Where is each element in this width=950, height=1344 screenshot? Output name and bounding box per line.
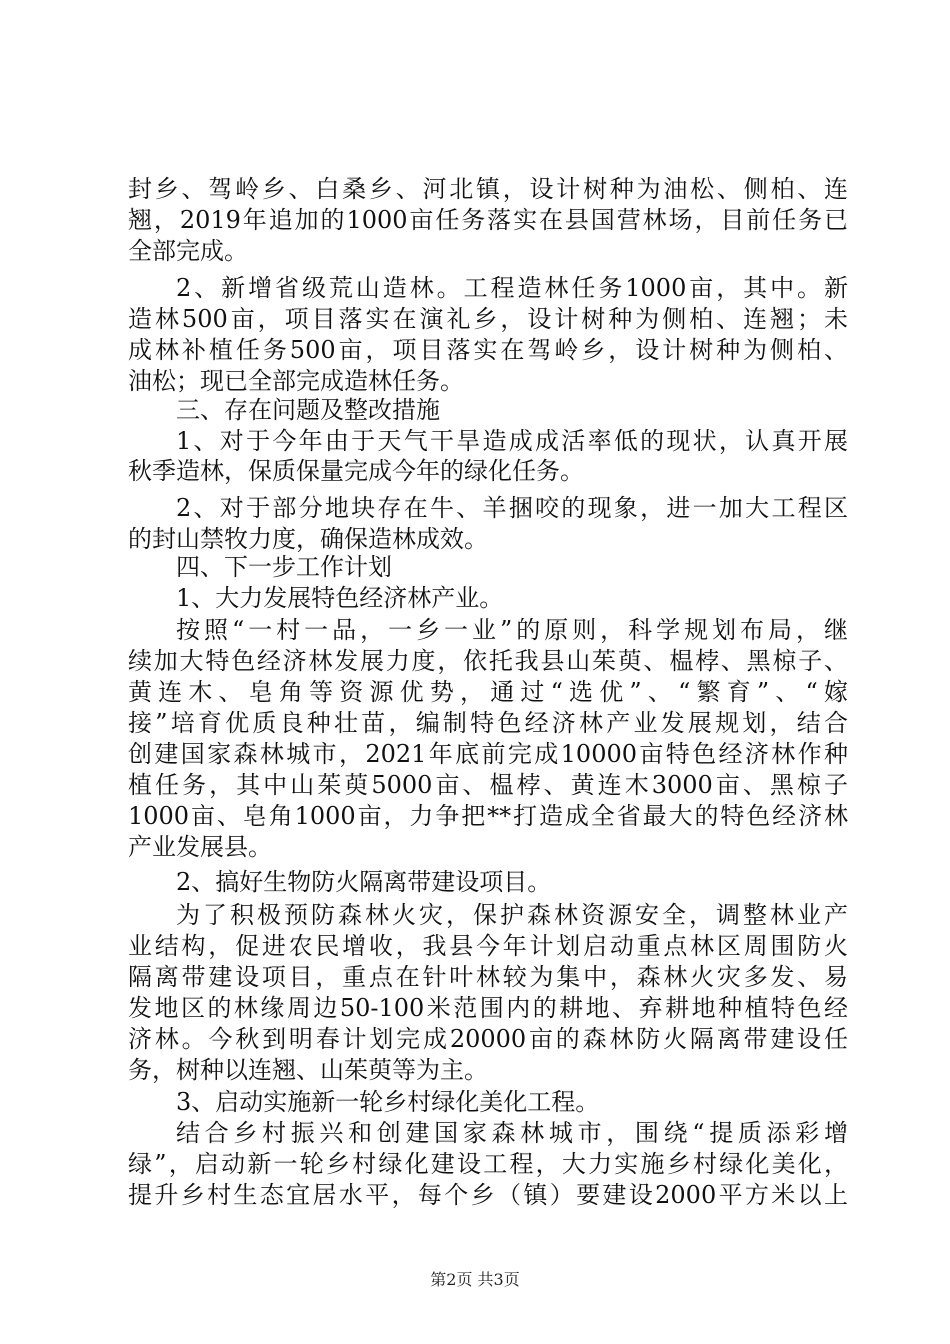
text-line: 业结构，促进农民增收，我县今年计划启动重点林区周围防火 — [128, 932, 848, 960]
text-line: 接”培育优质良种壮苗，编制特色经济林产业发展规划，结合 — [128, 709, 848, 737]
text-line: 结合乡村振兴和创建国家森林城市，围绕“提质添彩增 — [176, 1119, 848, 1147]
text-line: 植任务，其中山茱萸5000亩、榅桲、黄连木3000亩、黑椋子 — [128, 771, 848, 799]
subsection-heading: 2、搞好生物防火隔离带建设项目。 — [176, 868, 552, 896]
text-line: 创建国家森林城市，2021年底前完成10000亩特色经济林作种 — [128, 740, 848, 768]
text-line: 成林补植任务500亩，项目落实在驾岭乡，设计树种为侧柏、 — [128, 336, 848, 364]
text-line: 油松；现已全部完成造林任务。 — [128, 367, 464, 395]
text-line: 济林。今秋到明春计划完成20000亩的森林防火隔离带建设任 — [128, 1025, 848, 1053]
section-heading: 三、存在问题及整改措施 — [176, 396, 440, 424]
section-heading: 四、下一步工作计划 — [176, 553, 392, 581]
text-line: 封乡、驾岭乡、白桑乡、河北镇，设计树种为油松、侧柏、连 — [128, 175, 848, 203]
text-line: 续加大特色经济林发展力度，依托我县山茱萸、榅桲、黑椋子、 — [128, 647, 848, 675]
text-line: 1000亩、皂角1000亩，力争把**打造成全省最大的特色经济林 — [128, 802, 848, 830]
text-line: 2、新增省级荒山造林。工程造林任务1000亩，其中。新 — [176, 274, 848, 302]
text-line: 翘，2019年追加的1000亩任务落实在县国营林场，目前任务已 — [128, 206, 848, 234]
text-line: 隔离带建设项目，重点在针叶林较为集中，森林火灾多发、易 — [128, 963, 848, 991]
text-line: 务，树种以连翘、山茱萸等为主。 — [128, 1056, 488, 1084]
page-footer: 第2页 共3页 — [430, 1270, 520, 1289]
text-line: 全部完成。 — [128, 237, 248, 265]
text-line: 为了积极预防森林火灾，保护森林资源安全，调整林业产 — [176, 901, 848, 929]
text-line: 黄连木、皂角等资源优势，通过“选优”、“繁育”、“嫁 — [128, 678, 848, 706]
text-line: 2、对于部分地块存在牛、羊捆咬的现象，进一加大工程区 — [176, 494, 848, 522]
text-line: 按照“一村一品，一乡一业”的原则，科学规划布局，继 — [176, 616, 848, 644]
text-line: 提升乡村生态宜居水平，每个乡（镇）要建设2000平方米以上 — [128, 1181, 848, 1209]
text-line: 造林500亩，项目落实在演礼乡，设计树种为侧柏、连翘；未 — [128, 305, 848, 333]
subsection-heading: 1、大力发展特色经济林产业。 — [176, 584, 504, 612]
text-line: 的封山禁牧力度，确保造林成效。 — [128, 525, 488, 553]
text-line: 秋季造林，保质保量完成今年的绿化任务。 — [128, 457, 584, 485]
text-line: 1、对于今年由于天气干旱造成成活率低的现状，认真开展 — [176, 427, 848, 455]
text-line: 发地区的林缘周边50-100米范围内的耕地、弃耕地种植特色经 — [128, 994, 848, 1022]
text-line: 产业发展县。 — [128, 833, 272, 861]
text-line: 绿”，启动新一轮乡村绿化建设工程，大力实施乡村绿化美化， — [128, 1150, 848, 1178]
subsection-heading: 3、启动实施新一轮乡村绿化美化工程。 — [176, 1088, 600, 1116]
